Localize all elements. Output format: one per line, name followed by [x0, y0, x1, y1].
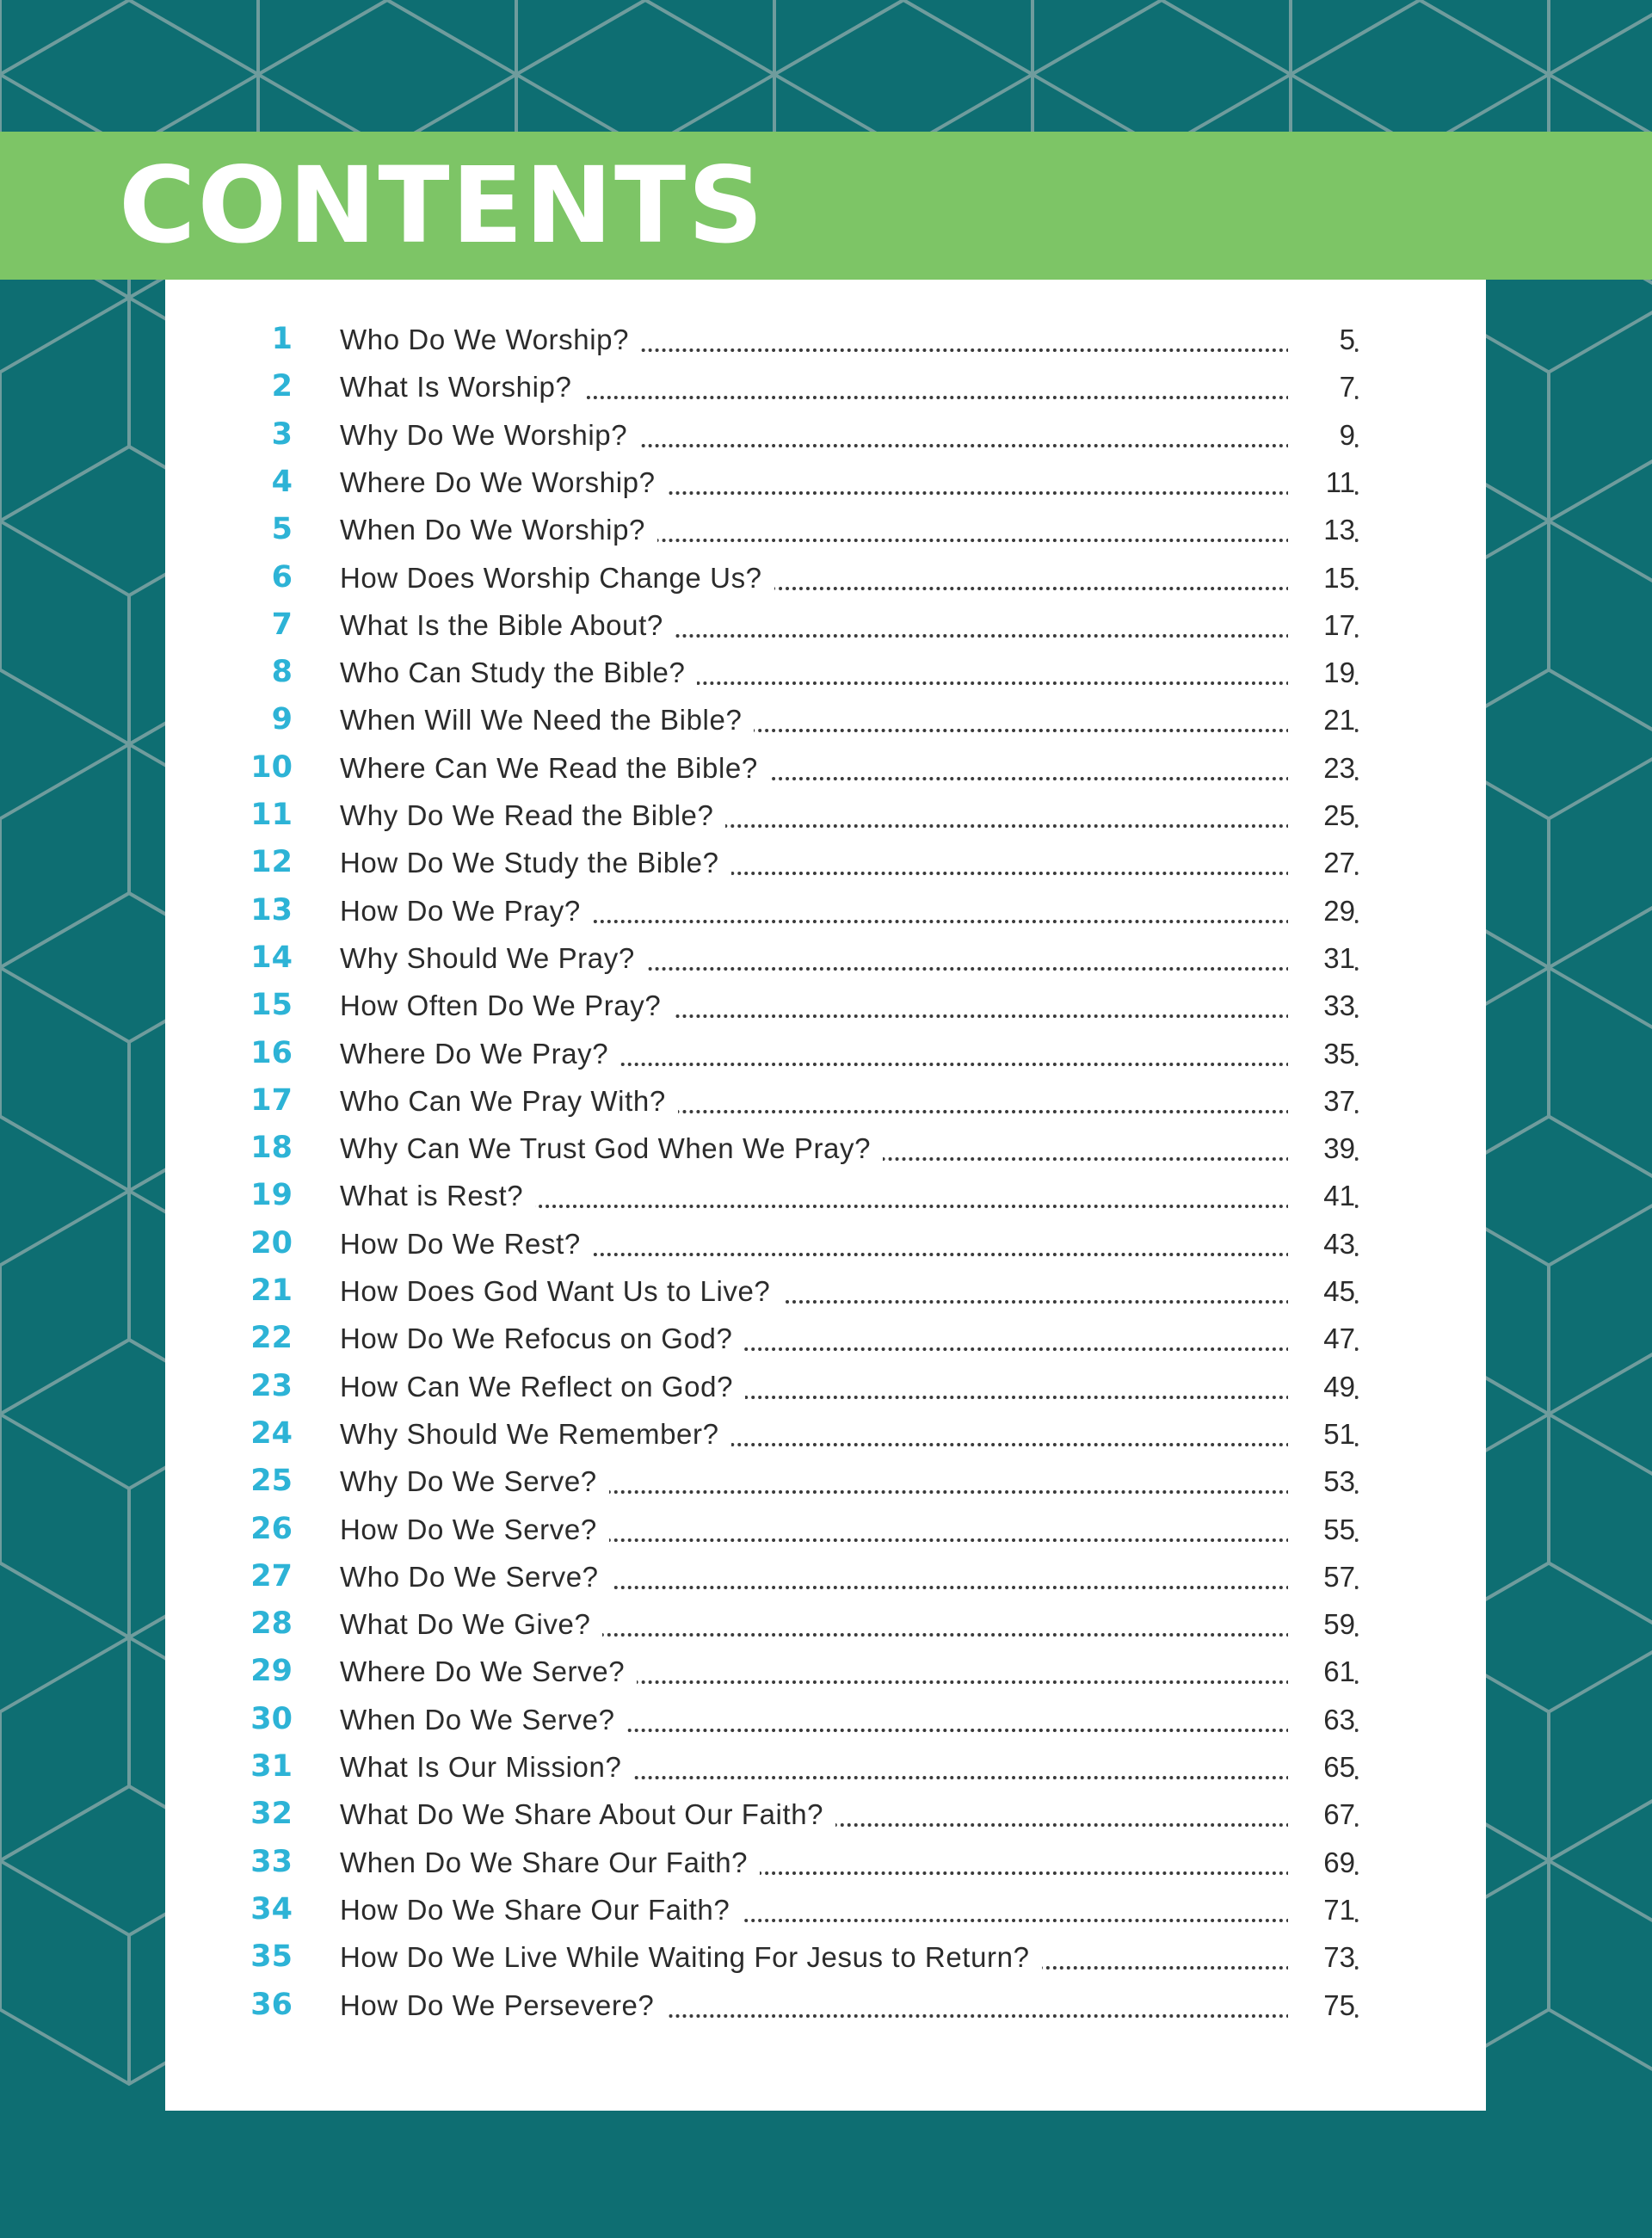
page-number: 43	[1288, 1220, 1355, 1267]
chapter-number: 8	[271, 655, 293, 690]
chapter-title: How Do We Refocus on God?	[340, 1315, 744, 1362]
chapter-title: When Do We Share Our Faith?	[340, 1839, 760, 1886]
page-number: 61	[1288, 1648, 1355, 1695]
chapter-number: 28	[250, 1606, 293, 1642]
toc-entry[interactable]	[0, 887, 1652, 934]
page-number: 5	[1288, 316, 1355, 363]
toc-entry[interactable]	[0, 1743, 1652, 1791]
page-number: 19	[1288, 649, 1355, 696]
page-number: 23	[1288, 744, 1355, 792]
chapter-number: 17	[250, 1082, 293, 1118]
chapter-title: Why Do We Read the Bible?	[340, 792, 725, 839]
chapter-title: Who Do We Serve?	[340, 1553, 611, 1600]
chapter-title: Where Do We Worship?	[340, 459, 668, 506]
chapter-title: How Often Do We Pray?	[340, 982, 673, 1029]
toc-entry[interactable]	[0, 1363, 1652, 1410]
page-number: 29	[1288, 887, 1355, 934]
page-number: 49	[1288, 1363, 1355, 1410]
chapter-number: 25	[250, 1464, 293, 1499]
page-number: 67	[1288, 1791, 1355, 1838]
page-number: 65	[1288, 1743, 1355, 1791]
page-number: 17	[1288, 601, 1355, 649]
chapter-number: 32	[250, 1797, 293, 1832]
chapter-title: Who Do We Worship?	[340, 316, 641, 363]
chapter-title: What is Rest?	[340, 1172, 535, 1219]
toc-entry[interactable]	[0, 1553, 1652, 1600]
toc-entry[interactable]	[0, 1220, 1652, 1267]
chapter-title: How Do We Persevere?	[340, 1982, 666, 2029]
toc-entry[interactable]	[0, 1506, 1652, 1553]
toc-entry[interactable]	[0, 839, 1652, 886]
page-number: 7	[1288, 363, 1355, 410]
toc-entry[interactable]	[0, 1267, 1652, 1315]
toc-entry[interactable]	[0, 934, 1652, 982]
chapter-title: Why Do We Serve?	[340, 1458, 609, 1505]
page-number: 31	[1288, 934, 1355, 982]
toc-entry[interactable]	[0, 554, 1652, 601]
chapter-title: How Does Worship Change Us?	[340, 554, 774, 601]
chapter-number: 10	[250, 749, 293, 785]
chapter-title: How Does God Want Us to Live?	[340, 1267, 782, 1315]
chapter-number: 16	[250, 1035, 293, 1070]
chapter-number: 14	[250, 940, 293, 975]
chapter-number: 35	[250, 1939, 293, 1975]
toc-entry[interactable]	[0, 506, 1652, 553]
toc-entry[interactable]	[0, 1458, 1652, 1505]
chapter-title: What Do We Share About Our Faith?	[340, 1791, 835, 1838]
toc-entry[interactable]	[0, 1030, 1652, 1077]
chapter-title: How Do We Rest?	[340, 1220, 593, 1267]
toc-entry[interactable]	[0, 1696, 1652, 1743]
chapter-number: 24	[250, 1415, 293, 1451]
toc-entry[interactable]	[0, 363, 1652, 410]
toc-entry[interactable]	[0, 459, 1652, 506]
chapter-title: How Do We Live While Waiting For Jesus to Return?	[340, 1933, 1042, 1981]
page-number: 75	[1288, 1982, 1355, 2029]
page-number: 41	[1288, 1172, 1355, 1219]
toc-entry[interactable]	[0, 1315, 1652, 1362]
page-number: 53	[1288, 1458, 1355, 1505]
page-number: 71	[1288, 1886, 1355, 1933]
chapter-title: How Do We Study the Bible?	[340, 839, 731, 886]
chapter-number: 5	[271, 512, 293, 547]
toc-entry[interactable]	[0, 982, 1652, 1029]
chapter-title: Why Can We Trust God When We Pray?	[340, 1125, 883, 1172]
toc-entry[interactable]	[0, 1648, 1652, 1695]
chapter-title: Why Should We Remember?	[340, 1410, 731, 1458]
chapter-title: What Is Our Mission?	[340, 1743, 633, 1791]
chapter-number: 36	[250, 1987, 293, 2022]
page-number: 57	[1288, 1553, 1355, 1600]
page-number: 33	[1288, 982, 1355, 1029]
chapter-number: 30	[250, 1701, 293, 1736]
page-number: 15	[1288, 554, 1355, 601]
page-number: 13	[1288, 506, 1355, 553]
page-number: 45	[1288, 1267, 1355, 1315]
toc-entry[interactable]	[0, 649, 1652, 696]
page-number: 37	[1288, 1077, 1355, 1125]
chapter-number: 7	[271, 607, 293, 642]
page-number: 9	[1288, 411, 1355, 459]
toc-entry[interactable]	[0, 411, 1652, 459]
chapter-number: 33	[250, 1844, 293, 1879]
toc-entry[interactable]	[0, 1791, 1652, 1838]
toc-entry[interactable]	[0, 1933, 1652, 1981]
toc-entry[interactable]	[0, 1600, 1652, 1648]
page-number: 73	[1288, 1933, 1355, 1981]
chapter-title: Why Should We Pray?	[340, 934, 647, 982]
toc-entry[interactable]	[0, 1077, 1652, 1125]
page-number: 51	[1288, 1410, 1355, 1458]
toc-entry[interactable]	[0, 1410, 1652, 1458]
page-number: 39	[1288, 1125, 1355, 1172]
toc-entry[interactable]	[0, 316, 1652, 363]
chapter-number: 2	[271, 369, 293, 404]
page-number: 69	[1288, 1839, 1355, 1886]
page-number: 47	[1288, 1315, 1355, 1362]
chapter-number: 12	[250, 845, 293, 880]
chapter-title: What Is the Bible About?	[340, 601, 675, 649]
chapter-number: 15	[250, 988, 293, 1023]
toc-entry[interactable]	[0, 1886, 1652, 1933]
toc-entry[interactable]	[0, 1125, 1652, 1172]
page-number: 35	[1288, 1030, 1355, 1077]
toc-entry[interactable]	[0, 1172, 1652, 1219]
chapter-number: 1	[271, 322, 293, 356]
chapter-title: When Do We Serve?	[340, 1696, 627, 1743]
chapter-number: 31	[250, 1749, 293, 1784]
chapter-number: 4	[271, 464, 293, 499]
chapter-number: 23	[250, 1368, 293, 1403]
toc-entry[interactable]	[0, 744, 1652, 792]
chapter-number: 22	[250, 1321, 293, 1356]
page-number: 63	[1288, 1696, 1355, 1743]
chapter-title: How Do We Share Our Faith?	[340, 1886, 742, 1933]
page-number: 11	[1288, 459, 1355, 506]
chapter-title: When Will We Need the Bible?	[340, 696, 754, 743]
chapter-number: 26	[250, 1511, 293, 1546]
chapter-number: 20	[250, 1225, 293, 1261]
chapter-number: 19	[250, 1178, 293, 1213]
chapter-number: 27	[250, 1558, 293, 1594]
toc-entry[interactable]	[0, 696, 1652, 743]
page-number: 21	[1288, 696, 1355, 743]
page-number: 59	[1288, 1600, 1355, 1648]
toc-entry[interactable]	[0, 792, 1652, 839]
chapter-number: 13	[250, 892, 293, 928]
chapter-title: What Do We Give?	[340, 1600, 602, 1648]
page-title: CONTENTS	[119, 145, 766, 267]
chapter-number: 6	[271, 559, 293, 595]
chapter-title: How Do We Serve?	[340, 1506, 609, 1553]
chapter-title: Who Can We Pray With?	[340, 1077, 678, 1125]
chapter-number: 34	[250, 1891, 293, 1927]
chapter-title: How Can We Reflect on God?	[340, 1363, 745, 1410]
chapter-title: Where Do We Pray?	[340, 1030, 620, 1077]
chapter-title: When Do We Worship?	[340, 506, 657, 553]
chapter-title: What Is Worship?	[340, 363, 583, 410]
chapter-number: 29	[250, 1654, 293, 1689]
chapter-number: 18	[250, 1131, 293, 1166]
chapter-title: Why Do We Worship?	[340, 411, 639, 459]
page-number: 27	[1288, 839, 1355, 886]
toc-entry[interactable]	[0, 601, 1652, 649]
chapter-title: How Do We Pray?	[340, 887, 593, 934]
chapter-number: 9	[271, 702, 293, 737]
chapter-number: 3	[271, 416, 293, 452]
chapter-number: 11	[250, 798, 293, 832]
toc-entry[interactable]	[0, 1982, 1652, 2029]
page-number: 55	[1288, 1506, 1355, 1553]
page-number: 25	[1288, 792, 1355, 839]
chapter-number: 21	[250, 1273, 293, 1308]
chapter-title: Where Can We Read the Bible?	[340, 744, 770, 792]
chapter-title: Where Do We Serve?	[340, 1648, 637, 1695]
chapter-title: Who Can Study the Bible?	[340, 649, 697, 696]
toc-entry[interactable]	[0, 1839, 1652, 1886]
